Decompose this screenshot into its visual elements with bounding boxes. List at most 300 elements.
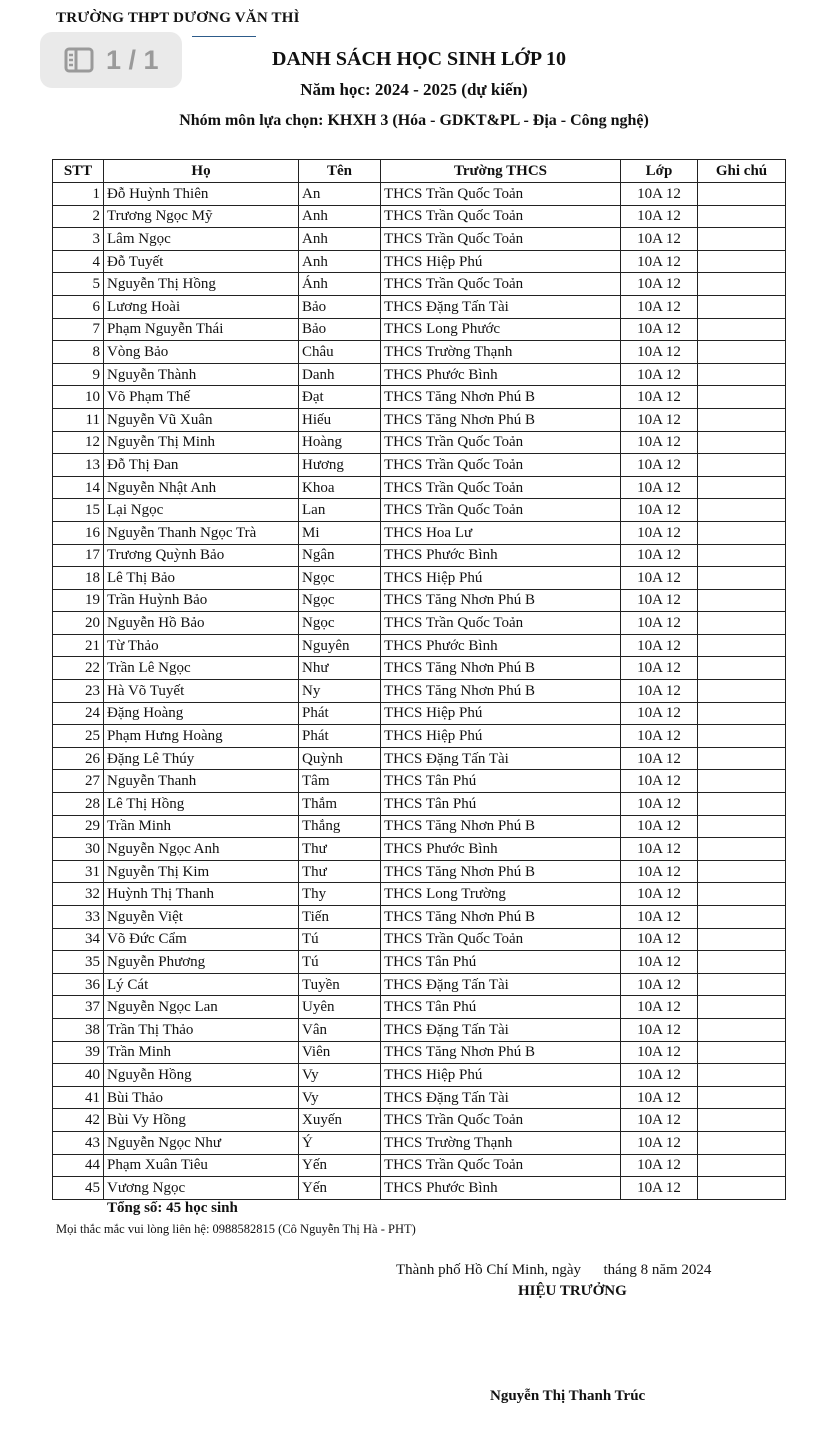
cell-lop: 10A 12: [621, 476, 698, 499]
cell-truong-thcs: THCS Trần Quốc Toản: [381, 476, 621, 499]
cell-ten: Anh: [299, 228, 381, 251]
cell-lop: 10A 12: [621, 363, 698, 386]
cell-stt: 44: [53, 1154, 104, 1177]
table-row: [53, 996, 786, 1019]
cell-ho: Võ Đức Cẩm: [104, 928, 299, 951]
cell-ho: Nguyễn Hồng: [104, 1064, 299, 1087]
cell-ho: Nguyễn Thành: [104, 363, 299, 386]
cell-lop: 10A 12: [621, 408, 698, 431]
page-indicator[interactable]: [40, 32, 182, 88]
cell-ghi-chu: [698, 205, 786, 228]
cell-ghi-chu: [698, 363, 786, 386]
cell-ho: Lâm Ngọc: [104, 228, 299, 251]
cell-stt: 30: [53, 838, 104, 861]
cell-truong-thcs: THCS Trần Quốc Toản: [381, 612, 621, 635]
cell-ho: Trần Thị Thảo: [104, 1018, 299, 1041]
cell-lop: 10A 12: [621, 860, 698, 883]
cell-ten: Ngọc: [299, 567, 381, 590]
cell-ho: Phạm Hưng Hoàng: [104, 725, 299, 748]
cell-ten: Ngọc: [299, 612, 381, 635]
cell-lop: 10A 12: [621, 951, 698, 974]
table-row: [53, 205, 786, 228]
cell-stt: 25: [53, 725, 104, 748]
cell-truong-thcs: THCS Trần Quốc Toản: [381, 499, 621, 522]
page-indicator-text: 1 / 1: [106, 44, 159, 75]
cell-ho: Lương Hoài: [104, 295, 299, 318]
cell-ho: Từ Thảo: [104, 634, 299, 657]
cell-truong-thcs: THCS Hiệp Phú: [381, 567, 621, 590]
cell-lop: 10A 12: [621, 521, 698, 544]
cell-lop: 10A 12: [621, 1109, 698, 1132]
cell-ghi-chu: [698, 273, 786, 296]
table-row: [53, 454, 786, 477]
school-name-underline: [192, 36, 256, 37]
cell-lop: 10A 12: [621, 815, 698, 838]
cell-ten: Lan: [299, 499, 381, 522]
cell-ho: Nguyễn Ngọc Anh: [104, 838, 299, 861]
cell-ho: Vương Ngọc: [104, 1177, 299, 1200]
column-header-lop: Lớp: [621, 160, 698, 183]
cell-stt: 5: [53, 273, 104, 296]
document-title: DANH SÁCH HỌC SINH LỚP 10: [272, 48, 566, 70]
cell-ten: Thắm: [299, 793, 381, 816]
cell-ghi-chu: [698, 544, 786, 567]
table-row: [53, 928, 786, 951]
cell-ten: Ánh: [299, 273, 381, 296]
cell-truong-thcs: THCS Hiệp Phú: [381, 1064, 621, 1087]
cell-stt: 15: [53, 499, 104, 522]
cell-truong-thcs: THCS Tân Phú: [381, 951, 621, 974]
cell-ho: Lê Thị Bảo: [104, 567, 299, 590]
cell-ghi-chu: [698, 680, 786, 703]
cell-truong-thcs: THCS Long Trường: [381, 883, 621, 906]
cell-stt: 38: [53, 1018, 104, 1041]
cell-lop: 10A 12: [621, 680, 698, 703]
cell-ten: Quỳnh: [299, 747, 381, 770]
cell-stt: 18: [53, 567, 104, 590]
cell-ho: Đỗ Huỳnh Thiên: [104, 183, 299, 206]
cell-ten: Ngọc: [299, 589, 381, 612]
cell-stt: 32: [53, 883, 104, 906]
cell-ten: Thư: [299, 838, 381, 861]
cell-lop: 10A 12: [621, 273, 698, 296]
cell-ghi-chu: [698, 725, 786, 748]
cell-stt: 2: [53, 205, 104, 228]
cell-ten: Hương: [299, 454, 381, 477]
cell-lop: 10A 12: [621, 747, 698, 770]
cell-stt: 21: [53, 634, 104, 657]
cell-truong-thcs: THCS Đặng Tấn Tài: [381, 1086, 621, 1109]
cell-stt: 28: [53, 793, 104, 816]
total-count: Tổng số: 45 học sinh: [107, 1200, 238, 1216]
cell-ghi-chu: [698, 860, 786, 883]
cell-ho: Trương Quỳnh Bảo: [104, 544, 299, 567]
school-year: Năm học: 2024 - 2025 (dự kiến): [300, 80, 528, 99]
cell-lop: 10A 12: [621, 838, 698, 861]
cell-lop: 10A 12: [621, 1086, 698, 1109]
cell-truong-thcs: THCS Trần Quốc Toản: [381, 1109, 621, 1132]
cell-stt: 12: [53, 431, 104, 454]
cell-ten: Khoa: [299, 476, 381, 499]
cell-ho: Vòng Bảo: [104, 341, 299, 364]
cell-truong-thcs: THCS Trần Quốc Toản: [381, 273, 621, 296]
cell-stt: 24: [53, 702, 104, 725]
cell-ho: Nguyễn Phương: [104, 951, 299, 974]
cell-stt: 35: [53, 951, 104, 974]
student-list-table: [52, 159, 786, 1200]
cell-stt: 39: [53, 1041, 104, 1064]
cell-ho: Trần Lê Ngọc: [104, 657, 299, 680]
page-view-icon: [64, 47, 94, 73]
cell-ten: Như: [299, 657, 381, 680]
table-row: [53, 567, 786, 590]
school-name: TRƯỜNG THPT DƯƠNG VĂN THÌ: [56, 10, 300, 26]
cell-stt: 10: [53, 386, 104, 409]
cell-stt: 19: [53, 589, 104, 612]
cell-lop: 10A 12: [621, 612, 698, 635]
cell-ten: Bảo: [299, 318, 381, 341]
table-row: [53, 793, 786, 816]
cell-ghi-chu: [698, 183, 786, 206]
cell-ho: Nguyễn Hồ Bảo: [104, 612, 299, 635]
cell-stt: 13: [53, 454, 104, 477]
table-row: [53, 250, 786, 273]
table-row: [53, 838, 786, 861]
table-row: [53, 1154, 786, 1177]
cell-ghi-chu: [698, 747, 786, 770]
cell-ten: Phát: [299, 725, 381, 748]
cell-truong-thcs: THCS Trần Quốc Toản: [381, 183, 621, 206]
cell-truong-thcs: THCS Hoa Lư: [381, 521, 621, 544]
table-row: [53, 702, 786, 725]
cell-ghi-chu: [698, 1154, 786, 1177]
table-row: [53, 183, 786, 206]
table-row: [53, 295, 786, 318]
cell-truong-thcs: THCS Trường Thạnh: [381, 1131, 621, 1154]
cell-ho: Nguyễn Ngọc Lan: [104, 996, 299, 1019]
cell-ghi-chu: [698, 250, 786, 273]
table-row: [53, 363, 786, 386]
cell-ghi-chu: [698, 815, 786, 838]
cell-ghi-chu: [698, 228, 786, 251]
cell-ghi-chu: [698, 702, 786, 725]
cell-truong-thcs: THCS Trần Quốc Toản: [381, 1154, 621, 1177]
cell-ghi-chu: [698, 770, 786, 793]
cell-truong-thcs: THCS Tăng Nhơn Phú B: [381, 680, 621, 703]
cell-truong-thcs: THCS Đặng Tấn Tài: [381, 747, 621, 770]
table-row: [53, 1064, 786, 1087]
cell-ten: Tiến: [299, 906, 381, 929]
cell-ten: Châu: [299, 341, 381, 364]
cell-lop: 10A 12: [621, 793, 698, 816]
cell-ghi-chu: [698, 454, 786, 477]
cell-lop: 10A 12: [621, 996, 698, 1019]
table-row: [53, 1109, 786, 1132]
cell-ho: Nguyễn Nhật Anh: [104, 476, 299, 499]
cell-lop: 10A 12: [621, 634, 698, 657]
cell-truong-thcs: THCS Hiệp Phú: [381, 702, 621, 725]
cell-ten: Ngân: [299, 544, 381, 567]
cell-ten: Vy: [299, 1086, 381, 1109]
cell-ho: Trần Huỳnh Bảo: [104, 589, 299, 612]
principal-title: HIỆU TRƯỞNG: [518, 1283, 627, 1299]
table-row: [53, 951, 786, 974]
cell-truong-thcs: THCS Trần Quốc Toản: [381, 454, 621, 477]
cell-stt: 23: [53, 680, 104, 703]
cell-ho: Đỗ Thị Đan: [104, 454, 299, 477]
cell-truong-thcs: THCS Tân Phú: [381, 793, 621, 816]
cell-truong-thcs: THCS Tân Phú: [381, 996, 621, 1019]
table-row: [53, 589, 786, 612]
cell-lop: 10A 12: [621, 702, 698, 725]
cell-ghi-chu: [698, 951, 786, 974]
cell-ten: Mi: [299, 521, 381, 544]
cell-lop: 10A 12: [621, 183, 698, 206]
cell-stt: 9: [53, 363, 104, 386]
cell-stt: 7: [53, 318, 104, 341]
cell-ghi-chu: [698, 431, 786, 454]
cell-truong-thcs: THCS Tăng Nhơn Phú B: [381, 589, 621, 612]
cell-stt: 37: [53, 996, 104, 1019]
cell-stt: 29: [53, 815, 104, 838]
cell-lop: 10A 12: [621, 250, 698, 273]
cell-truong-thcs: THCS Phước Bình: [381, 1177, 621, 1200]
cell-stt: 36: [53, 973, 104, 996]
cell-ten: Vy: [299, 1064, 381, 1087]
cell-ten: Thy: [299, 883, 381, 906]
column-header-stt: STT: [53, 160, 104, 183]
cell-truong-thcs: THCS Phước Bình: [381, 838, 621, 861]
table-row: [53, 612, 786, 635]
cell-truong-thcs: THCS Hiệp Phú: [381, 250, 621, 273]
cell-ghi-chu: [698, 318, 786, 341]
cell-lop: 10A 12: [621, 770, 698, 793]
cell-ten: Phát: [299, 702, 381, 725]
contact-note: Mọi thắc mắc vui lòng liên hệ: 0988582815 (Cô Nguyễn Thị Hà - PHT): [56, 1222, 416, 1236]
cell-truong-thcs: THCS Tăng Nhơn Phú B: [381, 906, 621, 929]
table-row: [53, 815, 786, 838]
cell-ten: Tú: [299, 951, 381, 974]
cell-ghi-chu: [698, 973, 786, 996]
cell-ghi-chu: [698, 1041, 786, 1064]
cell-stt: 40: [53, 1064, 104, 1087]
table-header-row: [53, 160, 786, 183]
cell-stt: 42: [53, 1109, 104, 1132]
cell-lop: 10A 12: [621, 928, 698, 951]
cell-ho: Nguyễn Thanh: [104, 770, 299, 793]
cell-truong-thcs: THCS Tăng Nhơn Phú B: [381, 657, 621, 680]
column-header-ten: Tên: [299, 160, 381, 183]
cell-ghi-chu: [698, 499, 786, 522]
cell-lop: 10A 12: [621, 1154, 698, 1177]
cell-lop: 10A 12: [621, 1041, 698, 1064]
cell-lop: 10A 12: [621, 341, 698, 364]
cell-stt: 8: [53, 341, 104, 364]
cell-ten: Yến: [299, 1154, 381, 1177]
cell-ten: Hoàng: [299, 431, 381, 454]
table-row: [53, 770, 786, 793]
cell-ho: Nguyễn Thị Kim: [104, 860, 299, 883]
table-row: [53, 680, 786, 703]
cell-lop: 10A 12: [621, 657, 698, 680]
table-row: [53, 725, 786, 748]
cell-ten: Anh: [299, 205, 381, 228]
cell-stt: 17: [53, 544, 104, 567]
cell-lop: 10A 12: [621, 1177, 698, 1200]
cell-stt: 33: [53, 906, 104, 929]
cell-stt: 43: [53, 1131, 104, 1154]
cell-stt: 6: [53, 295, 104, 318]
cell-ten: Tâm: [299, 770, 381, 793]
cell-ho: Đặng Hoàng: [104, 702, 299, 725]
cell-stt: 16: [53, 521, 104, 544]
cell-ho: Huỳnh Thị Thanh: [104, 883, 299, 906]
cell-ten: Hiếu: [299, 408, 381, 431]
table-row: [53, 273, 786, 296]
cell-ten: Ý: [299, 1131, 381, 1154]
cell-truong-thcs: THCS Trường Thạnh: [381, 341, 621, 364]
cell-lop: 10A 12: [621, 454, 698, 477]
cell-ten: Danh: [299, 363, 381, 386]
cell-ghi-chu: [698, 567, 786, 590]
cell-ghi-chu: [698, 476, 786, 499]
cell-lop: 10A 12: [621, 725, 698, 748]
cell-stt: 26: [53, 747, 104, 770]
cell-ghi-chu: [698, 341, 786, 364]
cell-ho: Phạm Nguyễn Thái: [104, 318, 299, 341]
cell-ghi-chu: [698, 657, 786, 680]
cell-ghi-chu: [698, 1109, 786, 1132]
subject-group: Nhóm môn lựa chọn: KHXH 3 (Hóa - GDKT&PL - Địa - Công nghệ): [179, 112, 649, 129]
cell-truong-thcs: THCS Tăng Nhơn Phú B: [381, 408, 621, 431]
cell-ho: Võ Phạm Thế: [104, 386, 299, 409]
cell-ten: Tú: [299, 928, 381, 951]
cell-stt: 45: [53, 1177, 104, 1200]
cell-ten: Thắng: [299, 815, 381, 838]
cell-stt: 14: [53, 476, 104, 499]
cell-ho: Nguyễn Thị Minh: [104, 431, 299, 454]
cell-stt: 11: [53, 408, 104, 431]
cell-ghi-chu: [698, 996, 786, 1019]
cell-truong-thcs: THCS Tăng Nhơn Phú B: [381, 1041, 621, 1064]
cell-truong-thcs: THCS Trần Quốc Toản: [381, 928, 621, 951]
cell-ghi-chu: [698, 408, 786, 431]
cell-lop: 10A 12: [621, 544, 698, 567]
cell-stt: 31: [53, 860, 104, 883]
cell-ten: Xuyến: [299, 1109, 381, 1132]
cell-truong-thcs: THCS Phước Bình: [381, 363, 621, 386]
cell-lop: 10A 12: [621, 1064, 698, 1087]
cell-lop: 10A 12: [621, 228, 698, 251]
cell-ho: Lê Thị Hồng: [104, 793, 299, 816]
cell-ho: Lại Ngọc: [104, 499, 299, 522]
cell-ten: An: [299, 183, 381, 206]
table-row: [53, 544, 786, 567]
cell-lop: 10A 12: [621, 205, 698, 228]
cell-lop: 10A 12: [621, 906, 698, 929]
cell-ghi-chu: [698, 838, 786, 861]
cell-lop: 10A 12: [621, 589, 698, 612]
cell-ghi-chu: [698, 906, 786, 929]
cell-truong-thcs: THCS Trần Quốc Toản: [381, 205, 621, 228]
table-row: [53, 860, 786, 883]
table-body: [53, 183, 786, 1200]
cell-stt: 1: [53, 183, 104, 206]
cell-ten: Viên: [299, 1041, 381, 1064]
place-date: Thành phố Hồ Chí Minh, ngày tháng 8 năm 2024: [396, 1262, 712, 1278]
table-row: [53, 634, 786, 657]
cell-ghi-chu: [698, 1064, 786, 1087]
cell-lop: 10A 12: [621, 883, 698, 906]
cell-ho: Lý Cát: [104, 973, 299, 996]
cell-lop: 10A 12: [621, 499, 698, 522]
cell-ho: Phạm Xuân Tiêu: [104, 1154, 299, 1177]
cell-ghi-chu: [698, 521, 786, 544]
table-row: [53, 1086, 786, 1109]
cell-ten: Ny: [299, 680, 381, 703]
table-row: [53, 228, 786, 251]
cell-lop: 10A 12: [621, 431, 698, 454]
cell-lop: 10A 12: [621, 567, 698, 590]
cell-stt: 41: [53, 1086, 104, 1109]
cell-ghi-chu: [698, 1018, 786, 1041]
column-header-ghi-chu: Ghi chú: [698, 160, 786, 183]
cell-truong-thcs: THCS Tăng Nhơn Phú B: [381, 386, 621, 409]
cell-ghi-chu: [698, 634, 786, 657]
cell-ghi-chu: [698, 1131, 786, 1154]
table-row: [53, 883, 786, 906]
cell-stt: 20: [53, 612, 104, 635]
cell-ten: Thư: [299, 860, 381, 883]
cell-stt: 3: [53, 228, 104, 251]
cell-ghi-chu: [698, 295, 786, 318]
table-row: [53, 1177, 786, 1200]
cell-ho: Đỗ Tuyết: [104, 250, 299, 273]
principal-name: Nguyễn Thị Thanh Trúc: [490, 1388, 646, 1404]
cell-ten: Uyên: [299, 996, 381, 1019]
table-row: [53, 521, 786, 544]
table-row: [53, 906, 786, 929]
cell-ghi-chu: [698, 793, 786, 816]
table-row: [53, 408, 786, 431]
cell-ghi-chu: [698, 589, 786, 612]
cell-ten: Yến: [299, 1177, 381, 1200]
table-row: [53, 1018, 786, 1041]
cell-ho: Trần Minh: [104, 815, 299, 838]
table-row: [53, 386, 786, 409]
cell-ho: Trương Ngọc Mỹ: [104, 205, 299, 228]
cell-ten: Đạt: [299, 386, 381, 409]
cell-truong-thcs: THCS Tăng Nhơn Phú B: [381, 860, 621, 883]
cell-ho: Bùi Thảo: [104, 1086, 299, 1109]
table-row: [53, 747, 786, 770]
cell-truong-thcs: THCS Trần Quốc Toản: [381, 431, 621, 454]
cell-stt: 4: [53, 250, 104, 273]
cell-ho: Nguyễn Thanh Ngọc Trà: [104, 521, 299, 544]
cell-truong-thcs: THCS Hiệp Phú: [381, 725, 621, 748]
cell-truong-thcs: THCS Tân Phú: [381, 770, 621, 793]
cell-truong-thcs: THCS Đặng Tấn Tài: [381, 973, 621, 996]
cell-ho: Nguyễn Việt: [104, 906, 299, 929]
cell-ten: Tuyền: [299, 973, 381, 996]
cell-ten: Vân: [299, 1018, 381, 1041]
cell-truong-thcs: THCS Phước Bình: [381, 544, 621, 567]
cell-ten: Bảo: [299, 295, 381, 318]
cell-ghi-chu: [698, 1177, 786, 1200]
cell-lop: 10A 12: [621, 1131, 698, 1154]
cell-ghi-chu: [698, 386, 786, 409]
cell-truong-thcs: THCS Tăng Nhơn Phú B: [381, 815, 621, 838]
